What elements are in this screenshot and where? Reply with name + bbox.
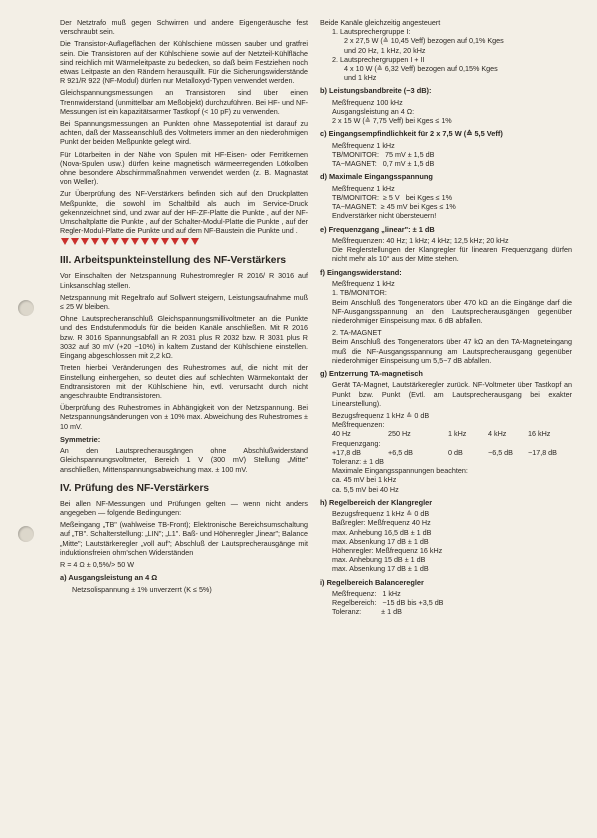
subsection-f-heading: f) Eingangswiderstand: [320, 267, 402, 277]
text-line: Meßfrequenz 1 kHz [332, 183, 395, 193]
testpoint-triangle-icon [151, 238, 159, 245]
text-line: max. Anhebung 16,5 dB ± 1 dB [332, 527, 432, 537]
gain-cell: 0 dB [448, 447, 463, 457]
text-line: 2. Lautsprechergruppen I + II [332, 54, 425, 64]
para: Ohne Lautsprecheranschluß Gleichspannungsmillivoltmeter an die Punkte und des Endstufenmoduls für die beiden Kanäle anschließen. Mit R 2016 bzw. R 3016 Spannungsabfall an R 2031 plus R 2032 bzw. R 3031 plus R 3032 auf 30 mV (+20 −10%) in kaltem Zustand der Kühlschiene einstellen. Eingang abgeschlossen mit 2,2 kΩ. [60, 314, 308, 361]
subsection-c-heading: c) Eingangsempfindlichkeit für 2 x 7,5 W (≙ 5,5 Veff) [320, 129, 503, 139]
text-line: Meßfrequenz 1 kHz [332, 279, 395, 289]
subsection-e-heading: e) Frequenzgang „linear": ± 1 dB [320, 224, 435, 234]
testpoint-triangle-icon [81, 238, 89, 245]
text-line: TA−MAGNET: 0,7 mV ± 1,5 dB [332, 159, 435, 169]
para: Die Reglerstellungen der Klangregler für linearen Frequenzgang dürfen nicht mehr als 10° aus der Mitte stehen. [332, 245, 572, 264]
para: Beim Anschluß des Tongenerators über 47 kΩ an den TA-Magneteingang muß die NF-Ausgangsspannung am Lautsprecherausgang gegenüber niederohmiger Einspeisung um 5,5−7 dB abfallen. [332, 337, 572, 365]
testpoint-triangle-icon [71, 238, 79, 245]
testpoint-triangle-icon [171, 238, 179, 245]
freq-cell: 1 kHz [448, 429, 467, 439]
section-heading-iii: III. Arbeitspunkteinstellung des NF-Verstärkers [60, 255, 287, 267]
subsection-a-heading: a) Ausgangsleistung an 4 Ω [60, 573, 158, 583]
text-line: Maximale Eingangsspannungen beachten: [332, 466, 468, 476]
para: Gerät TA-Magnet, Lautstärkeregler zurück. NF-Voltmeter über Tastkopf an Punkt bzw. Punkt (Evtl. am Lautsprecherausgang bei exakter Linearstellung). [332, 380, 572, 408]
text-line: ca. 45 mV bei 1 kHz [332, 475, 397, 485]
text-line: Meßfrequenz: 1 kHz [332, 589, 401, 598]
text-line: 2 x 15 W (≙ 7,75 Veff) bei Kges ≤ 1% [332, 116, 452, 126]
gain-table [320, 448, 572, 457]
subsection-d-heading: d) Maximale Eingangsspannung [320, 172, 433, 182]
testpoint-triangle-icon [111, 238, 119, 245]
text-line: Netzsolispannung ± 1% unverzerrt (K ≤ 5%) [72, 584, 212, 594]
para: Der Netztrafo muß gegen Schwirren und andere Eigengeräusche fest verschraubt sein. [60, 18, 308, 37]
testpoint-triangle-icon [101, 238, 109, 245]
para: Für Lötarbeiten in der Nähe von Spulen mit HF-Eisen- oder Ferritkernen (Nova-Spulen usw.) dürfen keine magnetisch wärmeerregenden Lötkolben ohne besondere Abschirmmaßnahmen verwendet werden (z. B. Magnastat von Weller). [60, 149, 308, 187]
text-line: max. Absenkung 17 dB ± 1 dB [332, 536, 429, 546]
para: Die Transistor-Auflageflächen der Kühlschiene müssen sauber und gratfrei sein. Die Transistoren auf der Kühlschiene sowie auf der Netzteil-Kühlfläche sind reichlich mit Wärmeleitpaste zu bedecken, so daß beim Festziehen noch etwas Leitpaste an den Rändern herausquillt. Für die Sicherungswiderstände R 921/R 922 (NF-Modul) dürfen nur Metalloxyd-Typen verwendet werden. [60, 39, 308, 86]
text-line: Endverstärker nicht übersteuern! [332, 211, 437, 221]
text-line: max. Anhebung 15 dB ± 1 dB [332, 555, 426, 565]
gain-cell: −17,8 dB [528, 447, 557, 457]
para: Vor Einschalten der Netzspannung Ruhestromregler R 2016/ R 3016 auf Linksanschlag stellen. [60, 271, 308, 290]
text-line: ca. 5,5 mV bei 40 Hz [332, 484, 399, 494]
para: Netzspannung mit Regeltrafo auf Sollwert steigern, Leistungsaufnahme muß ≤ 25 W bleiben. [60, 292, 308, 312]
testpoint-triangle-icon [191, 238, 199, 245]
punch-hole-bottom [18, 526, 34, 542]
text-line: Regelbereich: −15 dB bis +3,5 dB [332, 598, 444, 608]
text-line: Meßfrequenzen: 40 Hz; 1 kHz; 4 kHz; 12,5 kHz; 20 kHz [332, 236, 509, 246]
text-line: TB/MONITOR: ≥ 5 V bei Kges ≤ 1% [332, 193, 452, 203]
text-line: und 1 kHz [344, 73, 377, 83]
text-line: Bezugsfrequenz 1 kHz ≙ 0 dB [332, 509, 430, 519]
text-line: und 20 Hz, 1 kHz, 20 kHz [344, 45, 426, 55]
text-line: Ausgangsleistung an 4 Ω: [332, 107, 415, 117]
gain-cell: −6,5 dB [488, 447, 513, 457]
freq-table [320, 429, 572, 438]
gain-cell: +17,8 dB [332, 447, 361, 457]
subsection-h-heading: h) Regelbereich der Klangregler [320, 497, 433, 507]
freq-cell: 40 Hz [332, 429, 351, 439]
section-heading-iv: IV. Prüfung des NF-Verstärkers [60, 482, 210, 494]
testpoint-markers [60, 236, 308, 246]
para: Gleichspannungsmessungen an Transistoren sind über einen Trennwiderstand (unmittelbar am Meßobjekt) durchzuführen. Bei HF- und NF-Messungen ist ein kapazitätsarmer Tastkopf (< 10 pF) zu verwenden. [60, 88, 308, 116]
text-line: Baßregler: Meßfrequenz 40 Hz [332, 518, 431, 528]
gain-cell: +6,5 dB [388, 447, 413, 457]
testpoint-triangle-icon [141, 238, 149, 245]
para: Bei Spannungsmessungen an Punkten ohne Massepotential ist darauf zu achten, daß der Masseanschluß des Voltmeters immer an den niederohmigen Punkt der beiden Meßpunkte gelegt wird. [60, 119, 308, 147]
para: Treten hierbei Veränderungen des Ruhestromes auf, die nicht mit der Einstellung einhergehen, so deutet dies auf schlechten Wärmekontakt der Endtransistoren mit der Kühlschiene hin, evtl. verursacht durch nicht angeschraubte Endtransistoren. [60, 363, 308, 400]
testpoint-triangle-icon [161, 238, 169, 245]
testpoint-triangle-icon [91, 238, 99, 245]
text-line: Meßfrequenzen: [332, 420, 385, 430]
testpoint-triangle-icon [121, 238, 129, 245]
testpoint-triangle-icon [131, 238, 139, 245]
text-line: Toleranz: ± 1 dB [332, 607, 402, 617]
freq-cell: 4 kHz [488, 429, 507, 439]
text-line: 4 x 10 W (≙ 6,32 Veff) bezogen auf 0,15% Kges [344, 64, 498, 74]
punch-hole-top [18, 300, 34, 316]
subsection-i-heading: i) Regelbereich Balanceregler [320, 577, 424, 587]
subsection-g-heading: g) Entzerrung TA-magnetisch [320, 368, 423, 378]
para: Bei allen NF-Messungen und Prüfungen gelten — wenn nicht anders angegeben — folgende Bedingungen: [60, 498, 308, 517]
text-line: 2. TA-MAGNET [332, 328, 382, 338]
text-line: max. Absenkung 17 dB ± 1 dB [332, 564, 429, 574]
testpoint-triangle-icon [181, 238, 189, 245]
text-line: 2 x 27,5 W (≙ 10,45 Veff) bezogen auf 0,1% Kges [344, 36, 504, 46]
right-column [320, 18, 572, 617]
text-line: Höhenregler: Meßfrequenz 16 kHz [332, 545, 443, 555]
symmetry-heading: Symmetrie: [60, 434, 101, 444]
para-testpoints: Zur Überprüfung des NF-Verstärkers befinden sich auf den Druckplatten Meßpunkte, die sowohl im Schaltbild als auch im Service-Druck gekennzeichnet sind, und zwar auf der HF-ZF-Platte die Punkte , auf der NF-Umschaltplatte die Punkte , auf der Schalter-Modul-Platte die Punkte , auf der Regler-Modul-Platte die Punkte und auf dem NF-Baustein die Punkte und . [60, 189, 308, 236]
subsection-b-heading: b) Leistungsbandbreite (−3 dB): [320, 86, 432, 96]
text-line: Frequenzgang: [332, 438, 381, 448]
para: An den Lautsprecherausgängen ohne Abschlußwiderstand Gleichspannungsvoltmeter, Bereich 1 V (300 mV) Stellung „Mitte" anschließen, Mittenspannungsabweichung max. ± 100 mV. [60, 446, 308, 474]
text-line: Bezugsfrequenz 1 kHz ≙ 0 dB [332, 410, 430, 420]
para: Meßeingang „TB" (wahlweise TB-Front); Elektronische Bereichsumschaltung auf „TB". Schalterstellung: „LIN"; „L1". Baß- und Höhenregler „linear"; Balance „Mitte"; Lautstärkeregler „voll auf"; Abschluß der Lautsprecherausgänge mit induktionsfreien ohm'schen Widerständen [60, 520, 308, 557]
text-line: Meßfrequenz 100 kHz [332, 97, 403, 107]
text-line: TB/MONITOR: 75 mV ± 1,5 dB [332, 150, 435, 160]
text-line: TA−MAGNET: ≥ 45 mV bei Kges ≤ 1% [332, 202, 456, 212]
testpoint-triangle-icon [61, 238, 69, 245]
text-line: 1. TB/MONITOR: [332, 288, 387, 298]
freq-cell: 16 kHz [528, 429, 551, 439]
para: R = 4 Ω ± 0,5%/> 50 W [60, 559, 135, 569]
para: Überprüfung des Ruhestromes in Abhängigkeit von der Netzspannung. Bei Netzspannungsänderungen von ± 10% max. Abweichung des Ruhestromes ± 10 mV. [60, 403, 308, 431]
text-line: Meßfrequenz 1 kHz [332, 140, 395, 150]
para: Beim Anschluß des Tongenerators über 470 kΩ an die Eingänge darf die NF-Ausgangsspannung an den Lautsprecherausgängen gegenüber niederohmiger Einspeisung max. 6 dB abfallen. [332, 297, 572, 325]
text-line: 1. Lautsprechergruppe I: [332, 27, 411, 37]
freq-cell: 250 Hz [388, 429, 411, 439]
text-line: Toleranz: ± 1 dB [332, 456, 384, 466]
left-column [60, 18, 308, 594]
text-line: Beide Kanäle gleichzeitig angesteuert [320, 18, 441, 27]
